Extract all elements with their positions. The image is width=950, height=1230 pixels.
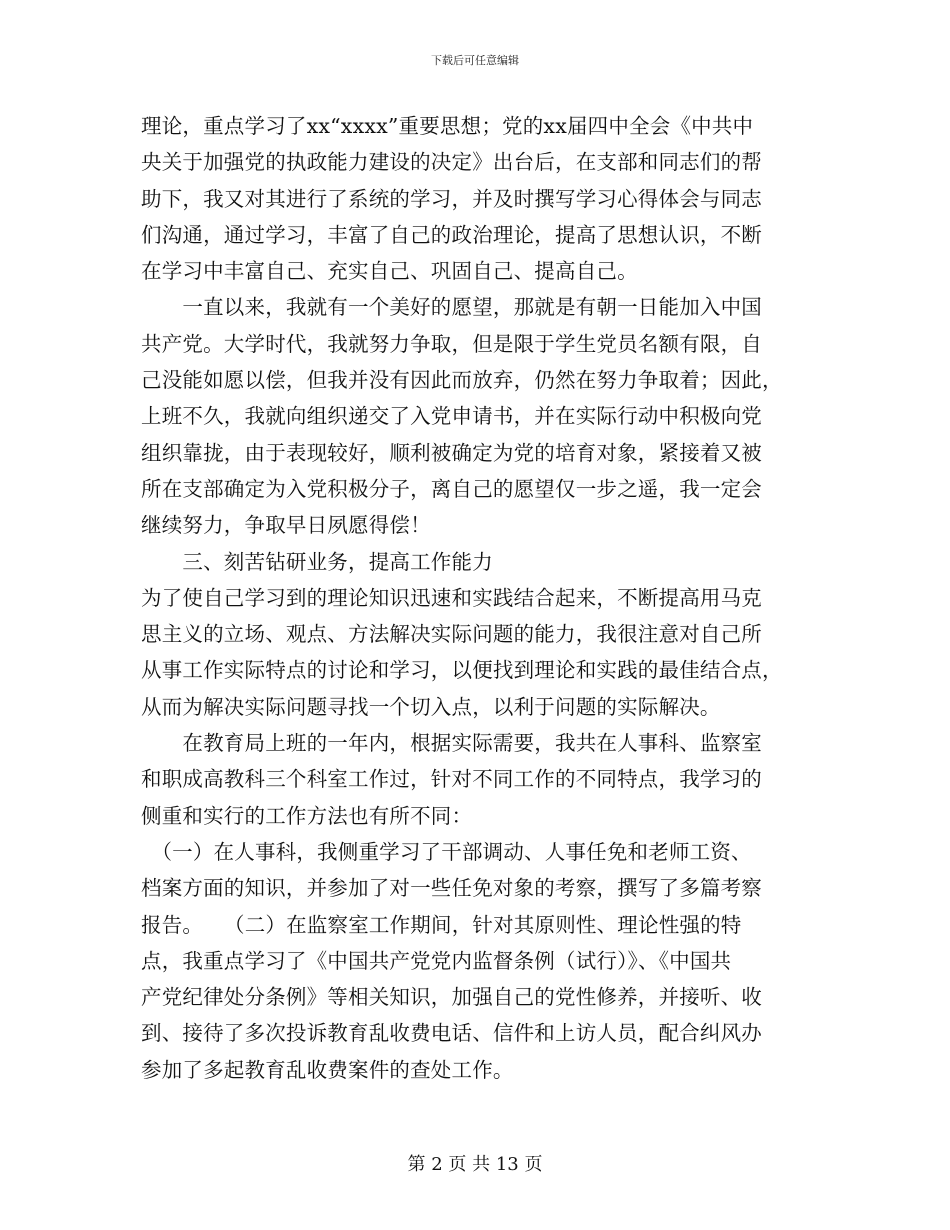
text-line: 产党纪律处分条例》等相关知识，加强自己的党性修养，并接听、收 [141,985,762,1010]
text-line: 一直以来，我就有一个美好的愿望，那就是有朝一日能加入中国 [141,295,762,320]
page-header: 下载后可任意编辑 [431,54,519,67]
text-line: 三、刻苦钻研业务，提高工作能力 [141,549,493,574]
text-line: 理论，重点学习了xx“xxxx”重要思想；党的xx届四中全会《中共中 [141,114,754,138]
text-line: 在学习中丰富自己、充实自己、巩固自己、提高自己。 [141,259,638,284]
text-line: 己没能如愿以偿，但我并没有因此而放弃，仍然在努力争取着；因此， [141,368,783,393]
text-line: 上班不久，我就向组织递交了入党申请书，并在实际行动中积极向党 [141,404,762,429]
text-line: 在教育局上班的一年内，根据实际需要，我共在人事科、监察室 [141,731,762,756]
page-footer: 第 2 页 共 13 页 [407,1154,543,1175]
text-line: 到、接待了多次投诉教育乱收费电话、信件和上访人员，配合纠风办 [141,1021,762,1046]
text-line: 参加了多起教育乱收费案件的查处工作。 [141,1057,514,1082]
text-line: 央关于加强党的执政能力建设的决定》出台后，在支部和同志们的帮 [141,150,762,175]
text-line: 点，我重点学习了《中国共产党党内监督条例（试行）》、《中国共 [141,948,732,973]
text-line: 档案方面的知识，并参加了对一些任免对象的考察，撰写了多篇考察 [141,876,762,901]
text-line: 继续努力，争取早日夙愿得偿！ [141,513,431,538]
text-line: （一）在人事科，我侧重学习了干部调动、人事任免和老师工资、 [141,839,752,864]
text-line: 为了使自己学习到的理论知识迅速和实践结合起来，不断提高用马克 [141,585,762,610]
text-line: 组织靠拢，由于表现较好，顺利被确定为党的培育对象，紧接着又被 [141,440,762,465]
document-body [141,108,811,1088]
text-line: 思主义的立场、观点、方法解决实际问题的能力，我很注意对自己所 [141,622,762,647]
text-line: 和职成高教科三个科室工作过，针对不同工作的不同特点，我学习的 [141,767,762,792]
text-line: 从而为解决实际问题寻找一个切入点，以利于问题的实际解决。 [141,694,721,719]
text-line: 从事工作实际特点的讨论和学习，以便找到理论和实践的最佳结合点， [141,658,783,683]
text-line: 侧重和实行的工作方法也有所不同： [141,803,473,828]
text-line: 助下，我又对其进行了系统的学习，并及时撰写学习心得体会与同志 [141,186,762,211]
text-line: 所在支部确定为入党积极分子，离自己的愿望仅一步之遥，我一定会 [141,476,762,501]
text-line: 报告。 （二）在监察室工作期间，针对其原则性、理论性强的特 [141,912,742,937]
text-line: 共产党。大学时代，我就努力争取，但是限于学生党员名额有限，自 [141,331,762,356]
text-line: 们沟通，通过学习，丰富了自己的政治理论，提高了思想认识，不断 [141,222,762,247]
